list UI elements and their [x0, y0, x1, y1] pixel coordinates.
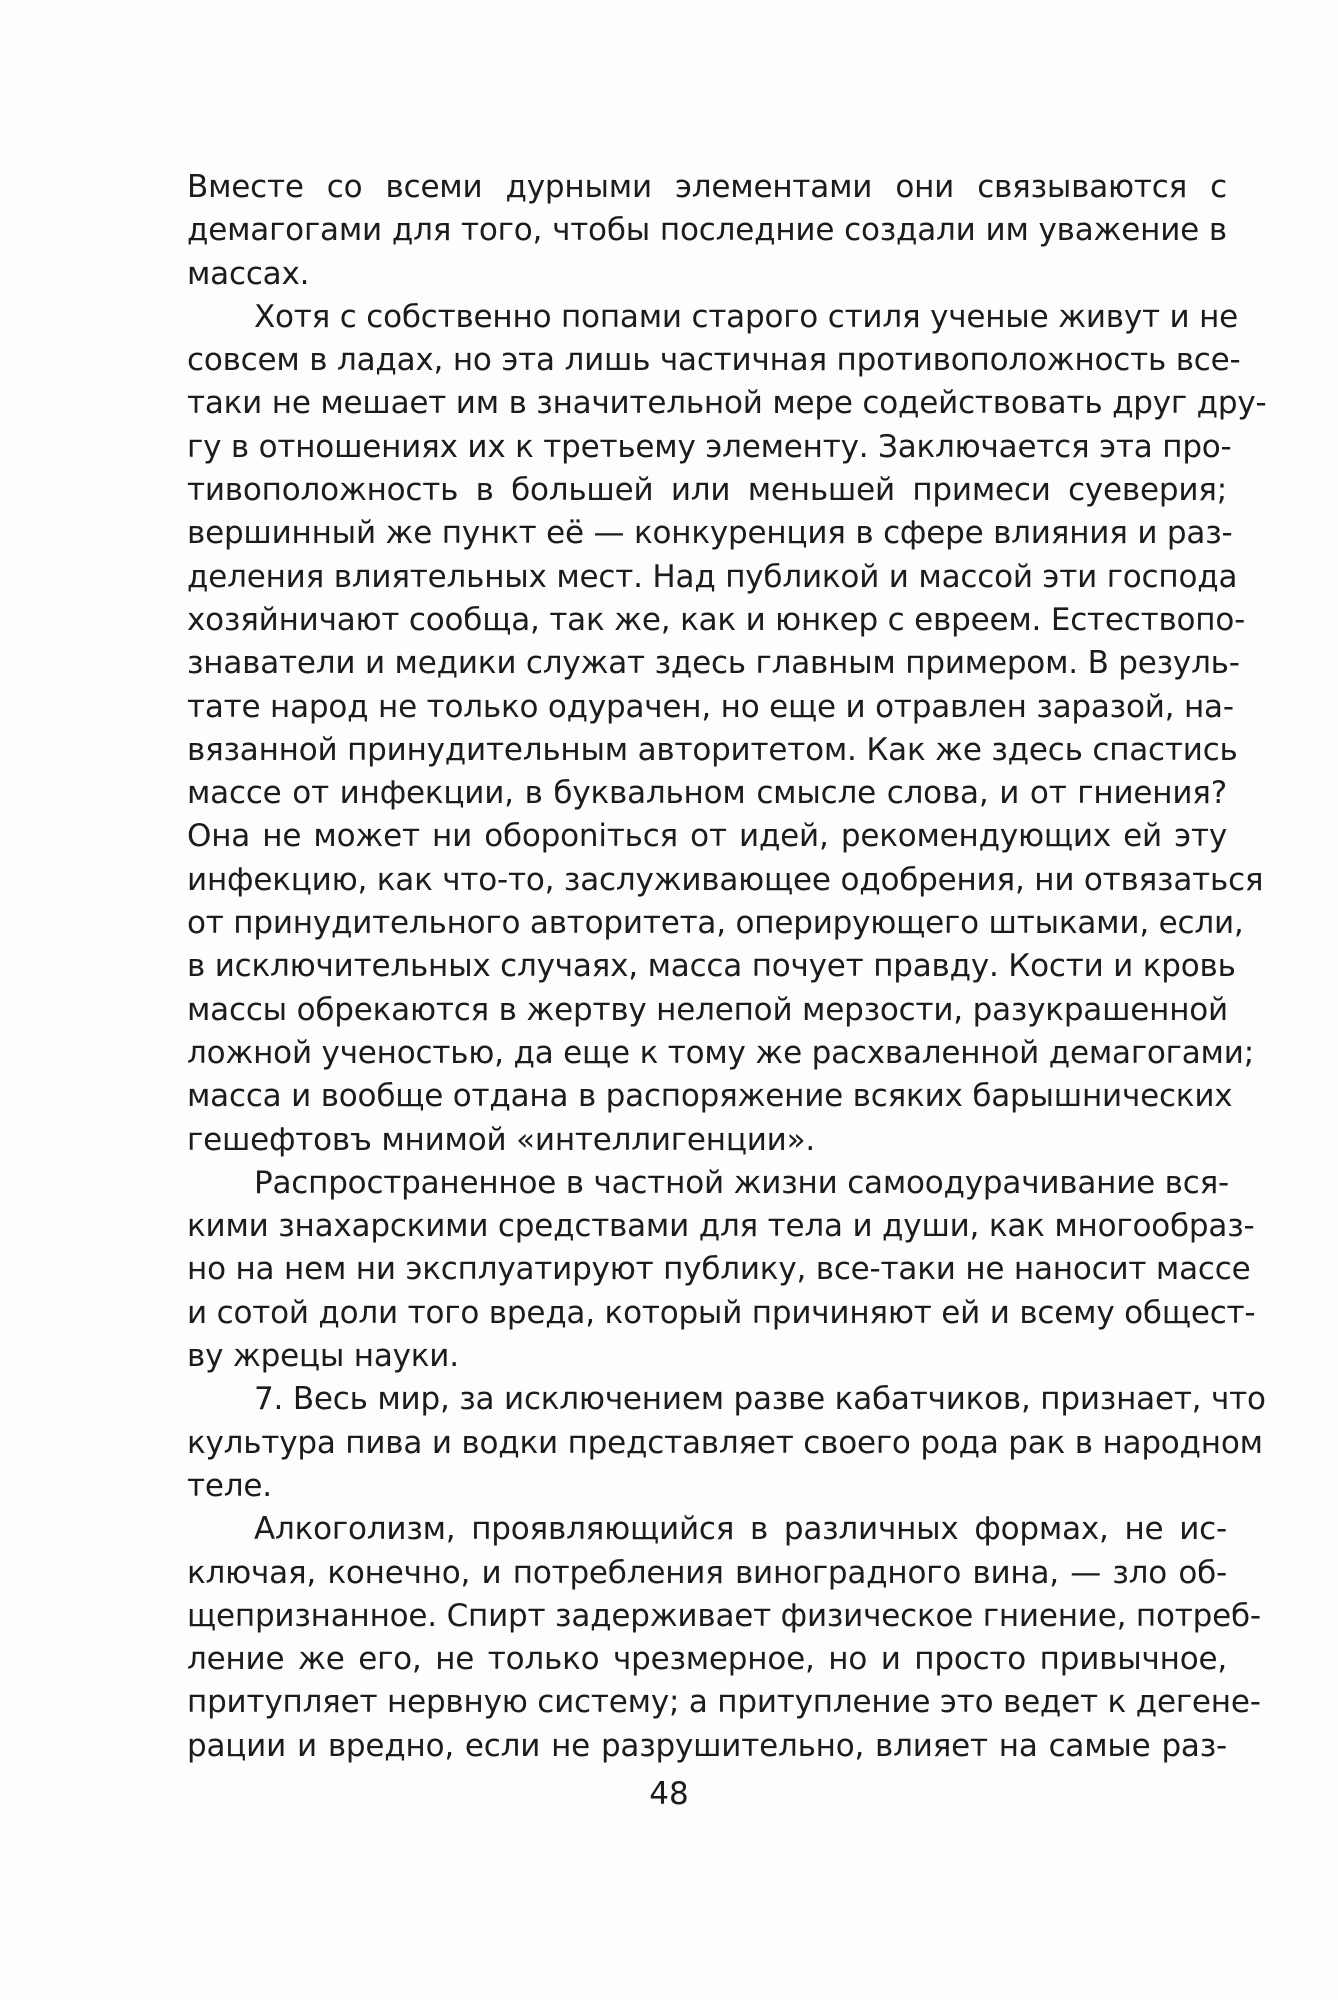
text-line: хозяйничают сообща, так же, как и юнкер с евреем. Естествопо- — [187, 601, 1246, 638]
text-line: притупляет нервную систему; а притупление это ведет к дегене- — [187, 1684, 1261, 1721]
text-line: теле. — [187, 1467, 272, 1504]
text-line: таки не мешает им в значительной мере содействовать друг дру- — [187, 385, 1267, 422]
text-line: от принудительного авторитета, оперирующего штыками, если, — [187, 905, 1244, 942]
text-line: массах. — [187, 255, 310, 292]
text-line: вязанной принудительным авторитетом. Как же здесь спастись — [187, 731, 1238, 768]
body-text — [187, 166, 1267, 1768]
text-line: знаватели и медики служат здесь главным примером. В резуль- — [187, 645, 1240, 682]
text-line: в исключительных случаях, масса почует правду. Кости и кровь — [187, 948, 1236, 985]
text-line: ложной ученостью, да еще к тому же расхваленной демагогами; — [187, 1034, 1254, 1071]
text-line: гешефтовъ мнимой «интеллигенции». — [187, 1121, 816, 1158]
text-line: культура пива и водки представляет своего рода рак в народном — [187, 1424, 1263, 1461]
text-line: Распространенное в частной жизни самоодурачивание вся- — [254, 1164, 1230, 1201]
text-line: демагогами для того, чтобы последние создали им уважение в — [187, 212, 1227, 249]
text-line: гу в отношениях их к третьему элементу. Заключается эта про- — [187, 428, 1232, 465]
text-line: ление же его, не только чрезмерное, но и просто привычное, — [187, 1641, 1227, 1678]
text-line: кими знахарскими средствами для тела и души, как многообраз- — [187, 1208, 1255, 1245]
text-line: Вместе со всеми дурными элементами они связываются с — [187, 169, 1227, 205]
text-line: ключая, конечно, и потребления виноградного вина, — зло об- — [187, 1554, 1227, 1591]
text-line: щепризнанное. Спирт задерживает физическое гниение, потреб- — [187, 1597, 1261, 1634]
page-number: 48 — [649, 1776, 689, 1812]
text-line: рации и вредно, если не разрушительно, влияет на самые раз- — [187, 1727, 1227, 1764]
text-line: тате народ не только одурачен, но еще и отравлен заразой, на- — [187, 688, 1234, 725]
text-line: инфекцию, как что-то, заслуживающее одобрения, ни отвязаться — [187, 861, 1264, 898]
text-line: Алкоголизм, проявляющийся в различных формах, не ис- — [254, 1511, 1227, 1548]
text-line: Она не может ни обороniться от идей, рекомендующих ей эту — [187, 818, 1227, 855]
text-line: но на нем ни эксплуатируют публику, все-таки не наносит массе — [187, 1251, 1251, 1288]
text-line: деления влиятельных мест. Над публикой и массой эти господа — [187, 558, 1238, 595]
text-line: массе от инфекции, в буквальном смысле слова, и от гниения? — [187, 775, 1227, 812]
text-line: ву жрецы науки. — [187, 1338, 459, 1375]
text-line: Хотя с собственно попами старого стиля ученые живут и не — [254, 298, 1239, 335]
text-line: тивоположность в большей или меньшей примеси суеверия; — [187, 472, 1227, 509]
text-line: вершинный же пункт её — конкуренция в сфере влияния и раз- — [187, 515, 1233, 552]
text-line: и сотой доли того вреда, который причиняют ей и всему общест- — [187, 1294, 1256, 1331]
text-line: совсем в ладах, но эта лишь частичная противоположность все- — [187, 342, 1241, 379]
text-line: 7. Весь мир, за исключением разве кабатчиков, признает, что — [254, 1381, 1266, 1418]
text-line: масса и вообще отдана в распоряжение всяких барышнических — [187, 1078, 1233, 1115]
text-line: массы обрекаются в жертву нелепой мерзости, разукрашенной — [187, 991, 1228, 1028]
